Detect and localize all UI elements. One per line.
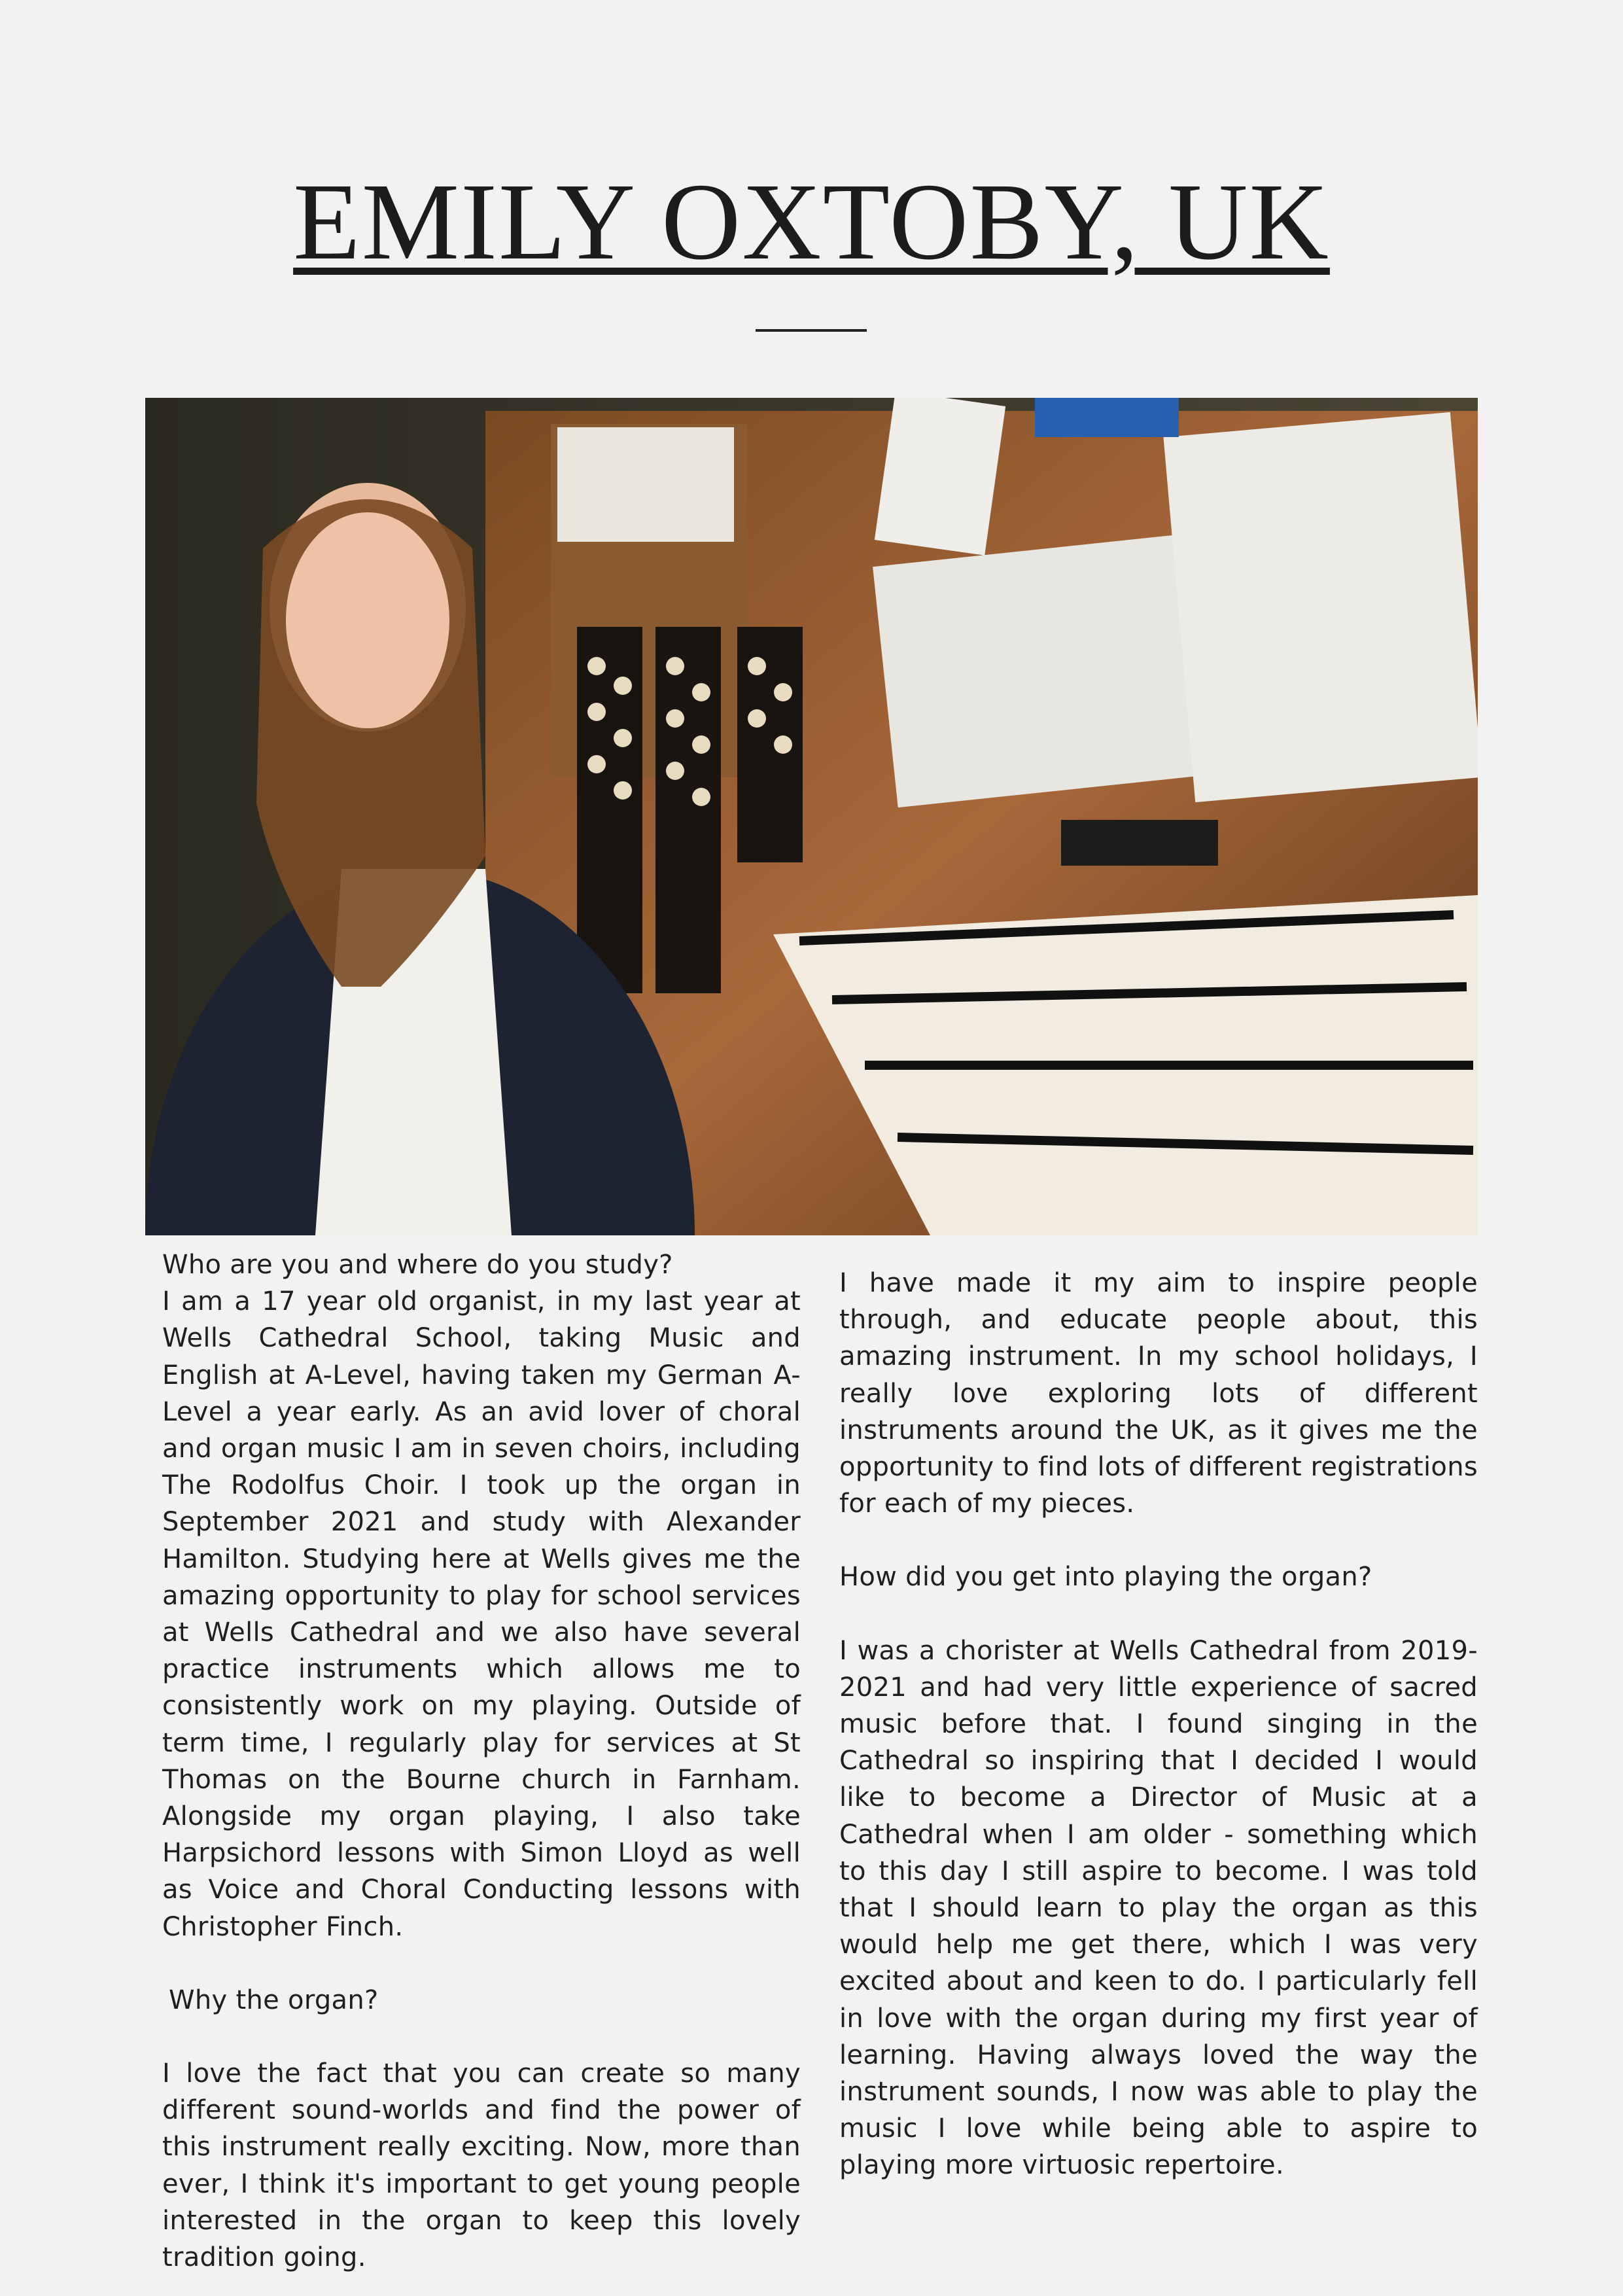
answer-where-study: I am a 17 year old organist, in my last year at Wells Cathedral School, taking Music and English at A-Level, having taken my German A-Level a year early. As an avid lover of choral and organ music I am in seven choirs, including The Rodolfus Choir. I took up the organ in September 2021 and study with Alexander Hamilton. Studying here at Wells gives me the amazing opportunity to play for school services at Wells Cathedral and we also have several practice instruments which allows me to consistently work on my playing. Outside of term time, I regularly play for services at St Thomas on the Bourne church in Farnham. Alongside my organ playing, I also take Harpsichord lessons with Simon Lloyd as well as Voice and Choral Conducting lessons with Christopher Finch. [162,1286,801,1942]
question-how-started: How did you get into playing the organ? [839,1562,1372,1593]
photo-organist-at-console-icon [145,398,1478,1235]
left-column [162,1246,801,2276]
question-where-study: Who are you and where do you study? [162,1250,673,1280]
answer-why-organ-continued: I have made it my aim to inspire people through, and educate people about, this amazing instrument. In my school holidays, I really love exploring lots of different instruments around the UK, as it gives me the opportunity to find lots of different registrations for each of my pieces. [839,1268,1478,1519]
page-title: EMILY OXTOBY, UK [293,161,1330,283]
answer-why-organ: I love the fact that you can create so many different sound-worlds and find the power of this instrument really exciting. Now, more than ever, I think it's important to get young people interested in the organ to keep this lovely tradition going. [162,2058,801,2273]
organist-photo [145,398,1478,1235]
right-column [839,1265,1478,2184]
answer-how-started: I was a chorister at Wells Cathedral from 2019-2021 and had very little experience of sacred music before that. I found singing in the Cathedral so inspiring that I decided I would like to become a Director of Music at a Cathedral when I am older - something which to this day I still aspire to become. I was told that I should learn to play the organ as this would help me get there, which I was very excited about and keen to do. I particularly fell in love with the organ during my first year of learning. Having always loved the way the instrument sounds, I now was able to play the music I love while being able to aspire to playing more virtuosic repertoire. [839,1635,1478,2181]
title-divider [756,329,867,332]
question-why-organ: Why the organ? [169,1985,379,2015]
